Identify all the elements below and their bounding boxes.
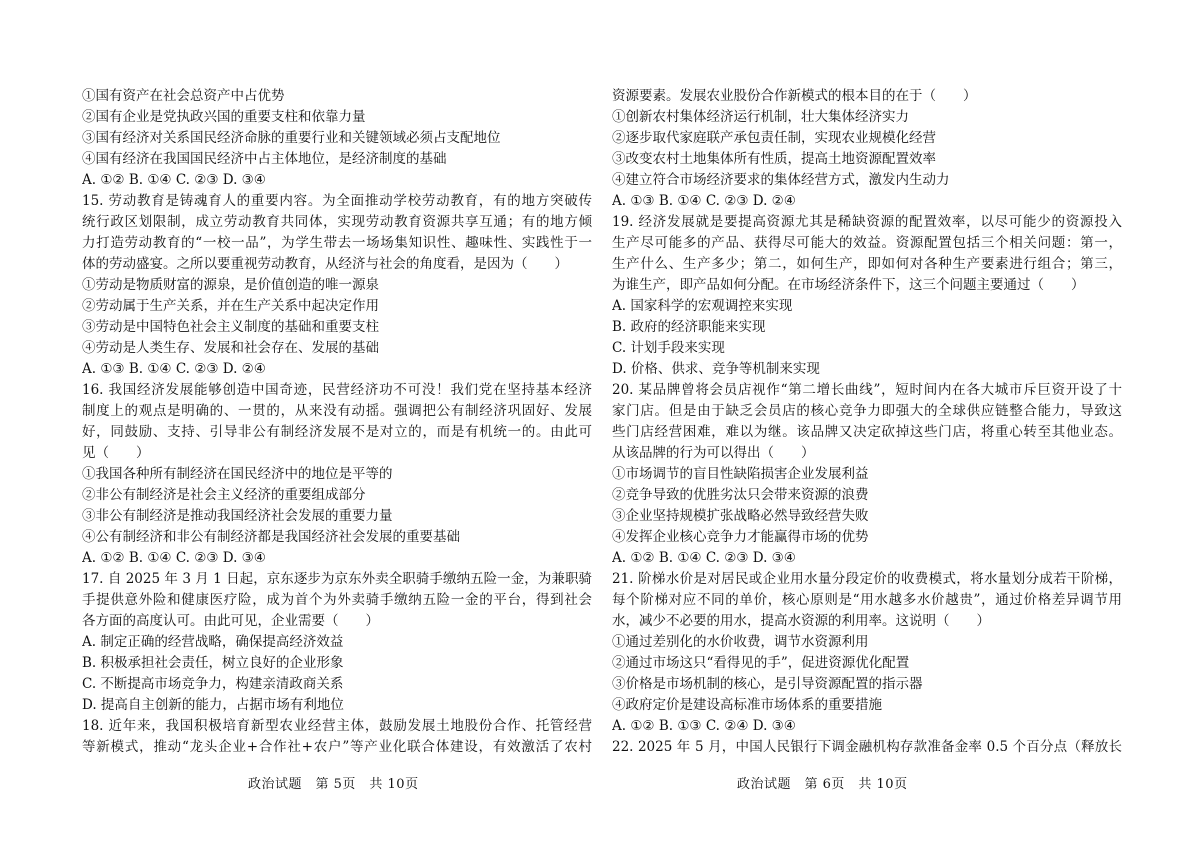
text-line: 好，同鼓励、支持、引导非公有制经济发展不是对立的，而是有机统一的。由此可 [82, 424, 592, 440]
page-footer-left: 政治试题 第 5页 共 10页 [248, 777, 419, 792]
text-line: 水，减少不必要的用水，提高水资源的利用率。这说明（ ） [612, 613, 990, 629]
text-line: 生产什么、生产多少；第二，如何生产，即如何对各种生产要素进行组合；第三， [612, 256, 1122, 272]
text-line: 见（ ） [82, 445, 150, 461]
text-line: ①创新农村集体经济运行机制，壮大集体经济实力 [612, 109, 909, 125]
text-line: 各方面的高度认可。由此可见，企业需要（ ） [82, 613, 379, 629]
text-line: ③改变农村土地集体所有性质，提高土地资源配置效率 [612, 151, 936, 167]
text-line: ③国有经济对关系国民经济命脉的重要行业和关键领域必须占支配地位 [82, 130, 501, 146]
text-line: ④发挥企业核心竞争力才能赢得市场的优势 [612, 529, 869, 545]
text-line: A. ①② B. ①④ C. ②③ D. ③④ [612, 550, 796, 566]
text-line: 家门店。但是由于缺乏会员店的核心竞争力即强大的全球供应链整合能力，导致这 [612, 403, 1122, 419]
text-line: A. ①② B. ①③ C. ②④ D. ③④ [612, 718, 796, 734]
text-line: A. ①② B. ①④ C. ②③ D. ③④ [82, 550, 266, 566]
text-line: 等新模式，推动“龙头企业+合作社+农户”等产业化联合体建设，有效激活了农村 [82, 739, 592, 755]
text-line: B. 积极承担社会责任，树立良好的企业形象 [82, 655, 344, 671]
text-line: 制度上的观点是明确的、一贯的，从来没有动摇。强调把公有制经济巩固好、发展 [82, 403, 592, 419]
page-footer-right: 政治试题 第 6页 共 10页 [737, 777, 908, 792]
text-line: ③非公有制经济是推动我国经济社会发展的重要力量 [82, 508, 393, 524]
text-line: A. 制定正确的经营战略，确保提高经济效益 [82, 634, 344, 650]
text-line: 22. 2025 年 5 月，中国人民银行下调金融机构存款准备金率 0.5 个百分点（释放长 [612, 739, 1122, 755]
text-line: C. 计划手段来实现 [612, 340, 725, 356]
text-line: ③价格是市场机制的核心，是引导资源配置的指示器 [612, 676, 923, 692]
text-line: ④建立符合市场经济要求的集体经营方式，激发内生动力 [612, 172, 950, 188]
text-line: A. 国家科学的宏观调控来实现 [612, 298, 793, 314]
text-line: ②非公有制经济是社会主义经济的重要组成部分 [82, 487, 366, 503]
text-line: 力打造劳动教育的“一校一品”，为学生带去一场场集知识性、趣味性、实践性于一 [82, 235, 592, 251]
text-line: 为谁生产，即产品如何分配。在市场经济条件下，这三个问题主要通过（ ） [612, 277, 1085, 293]
text-line: 体的劳动盛宴。之所以要重视劳动教育，从经济与社会的角度看，是因为（ ） [82, 256, 568, 272]
text-line: ①通过差别化的水价收费，调节水资源利用 [612, 634, 869, 650]
text-line: ②通过市场这只“看得见的手”，促进资源优化配置 [612, 655, 910, 671]
text-line: ①市场调节的盲目性缺陷损害企业发展利益 [612, 466, 869, 482]
text-line: 17. 自 2025 年 3 月 1 日起，京东逐步为京东外卖全职骑手缴纳五险一金，为兼职骑 [82, 571, 592, 587]
text-line: 些门店经营困难，难以为继。该品牌又决定砍掉这些门店，将重心转至其他业态。 [612, 424, 1122, 440]
text-line: 15. 劳动教育是铸魂育人的重要内容。为全面推动学校劳动教育，有的地方突破传 [82, 193, 592, 209]
text-line: ④国有经济在我国国民经济中占主体地位，是经济制度的基础 [82, 151, 447, 167]
text-line: 19. 经济发展就是要提高资源尤其是稀缺资源的配置效率，以尽可能少的资源投入 [612, 214, 1122, 230]
text-line: D. 价格、供求、竞争等机制来实现 [612, 361, 820, 377]
text-line: ③企业坚持规模扩张战略必然导致经营失败 [612, 508, 869, 524]
text-line: B. 政府的经济职能来实现 [612, 319, 766, 335]
text-line: C. 不断提高市场竞争力，构建亲清政商关系 [82, 676, 344, 692]
left-column [82, 86, 592, 758]
text-line: 20. 某品牌曾将会员店视作“第二增长曲线”，短时间内在各大城市斥巨资开设了十 [612, 382, 1122, 398]
text-line: ①国有资产在社会总资产中占优势 [82, 88, 285, 104]
text-line: ④劳动是人类生存、发展和社会存在、发展的基础 [82, 340, 379, 356]
text-line: 生产尽可能多的产品、获得尽可能大的效益。资源配置包括三个相关问题：第一， [612, 235, 1122, 251]
text-line: ②逐步取代家庭联产承包责任制，实现农业规模化经营 [612, 130, 936, 146]
text-line: ②劳动属于生产关系，并在生产关系中起决定作用 [82, 298, 379, 314]
text-line: 21. 阶梯水价是对居民或企业用水量分段定价的收费模式，将水量划分成若干阶梯， [612, 571, 1122, 587]
text-line: 从该品牌的行为可以得出（ ） [612, 445, 815, 461]
text-line: ①我国各种所有制经济在国民经济中的地位是平等的 [82, 466, 393, 482]
text-line: A. ①③ B. ①④ C. ②③ D. ②④ [612, 193, 796, 209]
text-line: ①劳动是物质财富的源泉，是价值创造的唯一源泉 [82, 277, 379, 293]
text-line: ④公有制经济和非公有制经济都是我国经济社会发展的重要基础 [82, 529, 460, 545]
text-line: ④政府定价是建设高标准市场体系的重要措施 [612, 697, 882, 713]
text-line: 资源要素。发展农业股份合作新模式的根本目的在于（ ） [612, 88, 977, 104]
text-line: A. ①③ B. ①④ C. ②③ D. ②④ [82, 361, 266, 377]
text-line: 手提供意外险和健康医疗险，成为首个为外卖骑手缴纳五险一金的平台，得到社会 [82, 592, 592, 608]
text-line: ②国有企业是党执政兴国的重要支柱和依靠力量 [82, 109, 366, 125]
text-line: A. ①② B. ①④ C. ②③ D. ③④ [82, 172, 266, 188]
text-line: ②竞争导致的优胜劣汰只会带来资源的浪费 [612, 487, 869, 503]
text-line: 统行政区划限制，成立劳动教育共同体，实现劳动教育资源共享互通；有的地方倾 [82, 214, 592, 230]
text-line: ③劳动是中国特色社会主义制度的基础和重要支柱 [82, 319, 379, 335]
text-line: 每个阶梯对应不同的单价，核心原则是“用水越多水价越贵”，通过价格差异调节用 [612, 592, 1122, 608]
text-line: D. 提高自主创新的能力，占据市场有利地位 [82, 697, 344, 713]
text-line: 16. 我国经济发展能够创造中国奇迹，民营经济功不可没！我们党在坚持基本经济 [82, 382, 592, 398]
text-line: 18. 近年来，我国积极培育新型农业经营主体，鼓励发展土地股份合作、托管经营 [82, 718, 592, 734]
right-column [612, 86, 1122, 758]
